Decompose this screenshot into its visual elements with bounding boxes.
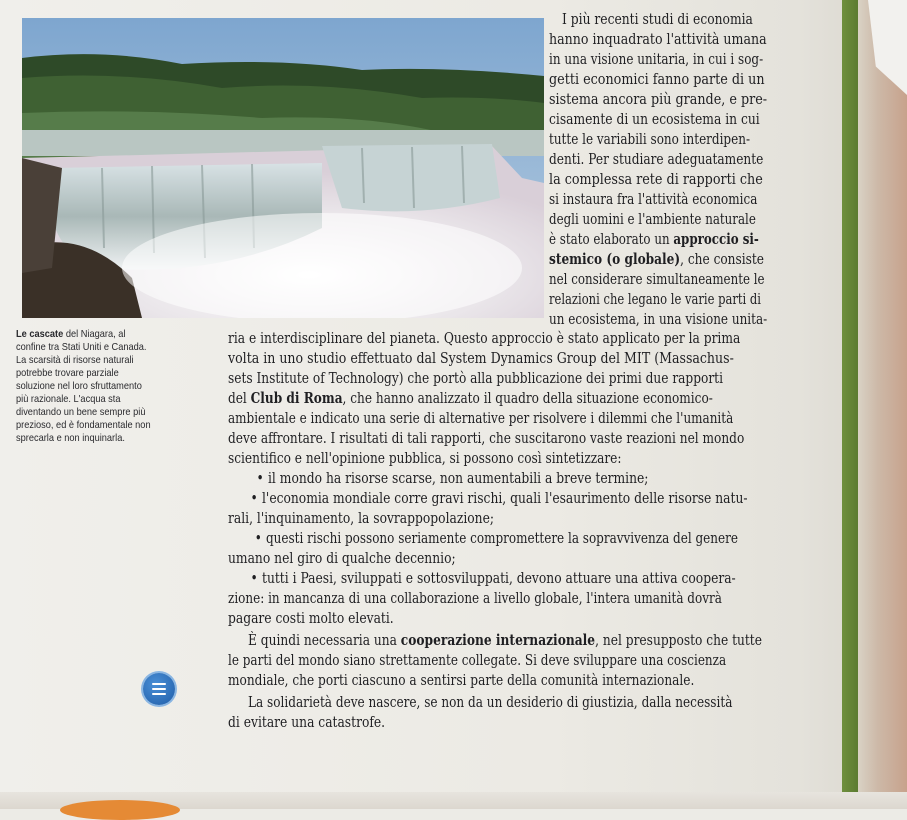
column-line: stemico (o globale), che consiste bbox=[549, 250, 764, 268]
column-line: tutte le variabili sono interdipen- bbox=[549, 130, 750, 148]
bullet-item: • il mondo ha risorse scarse, non aumentabili a breve termine; bbox=[268, 469, 648, 488]
body-line: sets Institute of Technology) che portò alla pubblicazione dei primi due rapporti bbox=[228, 369, 723, 387]
adjacent-page-edge bbox=[858, 0, 907, 809]
column-line: in una visione unitaria, in cui i sog- bbox=[549, 50, 764, 68]
bullet-item: • questi rischi possono seriamente compromettere la sopravvivenza del genere bbox=[266, 529, 738, 548]
bullet-item: • tutti i Paesi, sviluppati e sottosviluppati, devono attuare una attiva coopera- bbox=[262, 569, 736, 588]
column-line: degli uomini e l'ambiente naturale bbox=[549, 210, 756, 228]
body-line: ria e interdisciplinare del pianeta. Questo approccio è stato applicato per la prima bbox=[228, 329, 741, 347]
body-line: di evitare una catastrofe. bbox=[228, 713, 386, 731]
caption-line-6: più razionale. L'acqua sta bbox=[16, 393, 121, 405]
caption-line-2: confine tra Stati Uniti e Canada. bbox=[16, 341, 147, 353]
caption-line-9: sprecarla e non inquinarla. bbox=[16, 432, 125, 444]
caption-line-1: Le cascate del Niagara, al bbox=[16, 328, 126, 340]
column-line: denti. Per studiare adeguatamente bbox=[549, 150, 764, 168]
column-line: la complessa rete di rapporti che bbox=[549, 170, 763, 188]
body-line: del Club di Roma, che hanno analizzato il quadro della situazione economico- bbox=[228, 389, 713, 407]
niagara-falls-photo bbox=[22, 18, 544, 318]
body-line: deve affrontare. I risultati di tali rapporti, che suscitarono vaste reazioni nel mondo bbox=[228, 429, 745, 447]
column-line: cisamente di un ecosistema in cui bbox=[549, 110, 760, 128]
caption-line-5: soluzione nel loro sfruttamento bbox=[16, 380, 142, 392]
body-line: volta in uno studio effettuato dal System Dynamics Group del MIT (Massachus- bbox=[228, 349, 734, 367]
body-line: mondiale, che porti ciascuno a sentirsi parte della comunità internazionale. bbox=[228, 671, 695, 689]
bullet-item: • l'economia mondiale corre gravi rischi, quali l'esaurimento delle risorse natu- bbox=[262, 489, 748, 508]
bullet-continuation: zione: in mancanza di una collaborazione a livello globale, l'intera umanità dovrà bbox=[228, 589, 722, 607]
column-line: hanno inquadrato l'attività umana bbox=[549, 30, 767, 48]
column-line: relazioni che legano le varie parti di bbox=[549, 290, 761, 308]
caption-line-4: potrebbe trovare parziale bbox=[16, 367, 119, 379]
column-line: sistema ancora più grande, e pre- bbox=[549, 90, 768, 108]
column-line: getti economici fanno parte di un bbox=[549, 70, 765, 88]
caption-line-8: prezioso, ed è fondamentale non bbox=[16, 419, 151, 431]
page-edge-band bbox=[842, 0, 858, 809]
caption-line-7: diventando un bene sempre più bbox=[16, 406, 146, 418]
note-icon bbox=[143, 673, 175, 705]
orange-mark bbox=[60, 800, 180, 820]
bullet-continuation: pagare costi molto elevati. bbox=[228, 609, 394, 627]
caption-line-3: La scarsità di risorse naturali bbox=[16, 354, 134, 366]
column-line: I più recenti studi di economia bbox=[562, 10, 753, 28]
body-line: La solidarietà deve nascere, se non da un desiderio di giustizia, dalla necessità bbox=[248, 693, 733, 711]
column-line: è stato elaborato un approccio si- bbox=[549, 230, 759, 248]
body-line: scientifico e nell'opinione pubblica, si possono così sintetizzare: bbox=[228, 449, 622, 467]
body-line: ambientale e indicato una serie di alternative per risolvere i dilemmi che l'umanità bbox=[228, 409, 734, 427]
niagara-falls-image bbox=[22, 18, 544, 318]
column-line: nel considerare simultaneamente le bbox=[549, 270, 765, 288]
body-line: È quindi necessaria una cooperazione internazionale, nel presupposto che tutte bbox=[248, 631, 762, 649]
column-line: si instaura fra l'attività economica bbox=[549, 190, 758, 208]
body-line: le parti del mondo siano strettamente collegate. Si deve sviluppare una coscienza bbox=[228, 651, 727, 669]
bullet-continuation: rali, l'inquinamento, la sovrappopolazione; bbox=[228, 509, 495, 527]
bullet-continuation: umano nel giro di qualche decennio; bbox=[228, 549, 456, 567]
column-line: un ecosistema, in una visione unita- bbox=[549, 310, 768, 328]
